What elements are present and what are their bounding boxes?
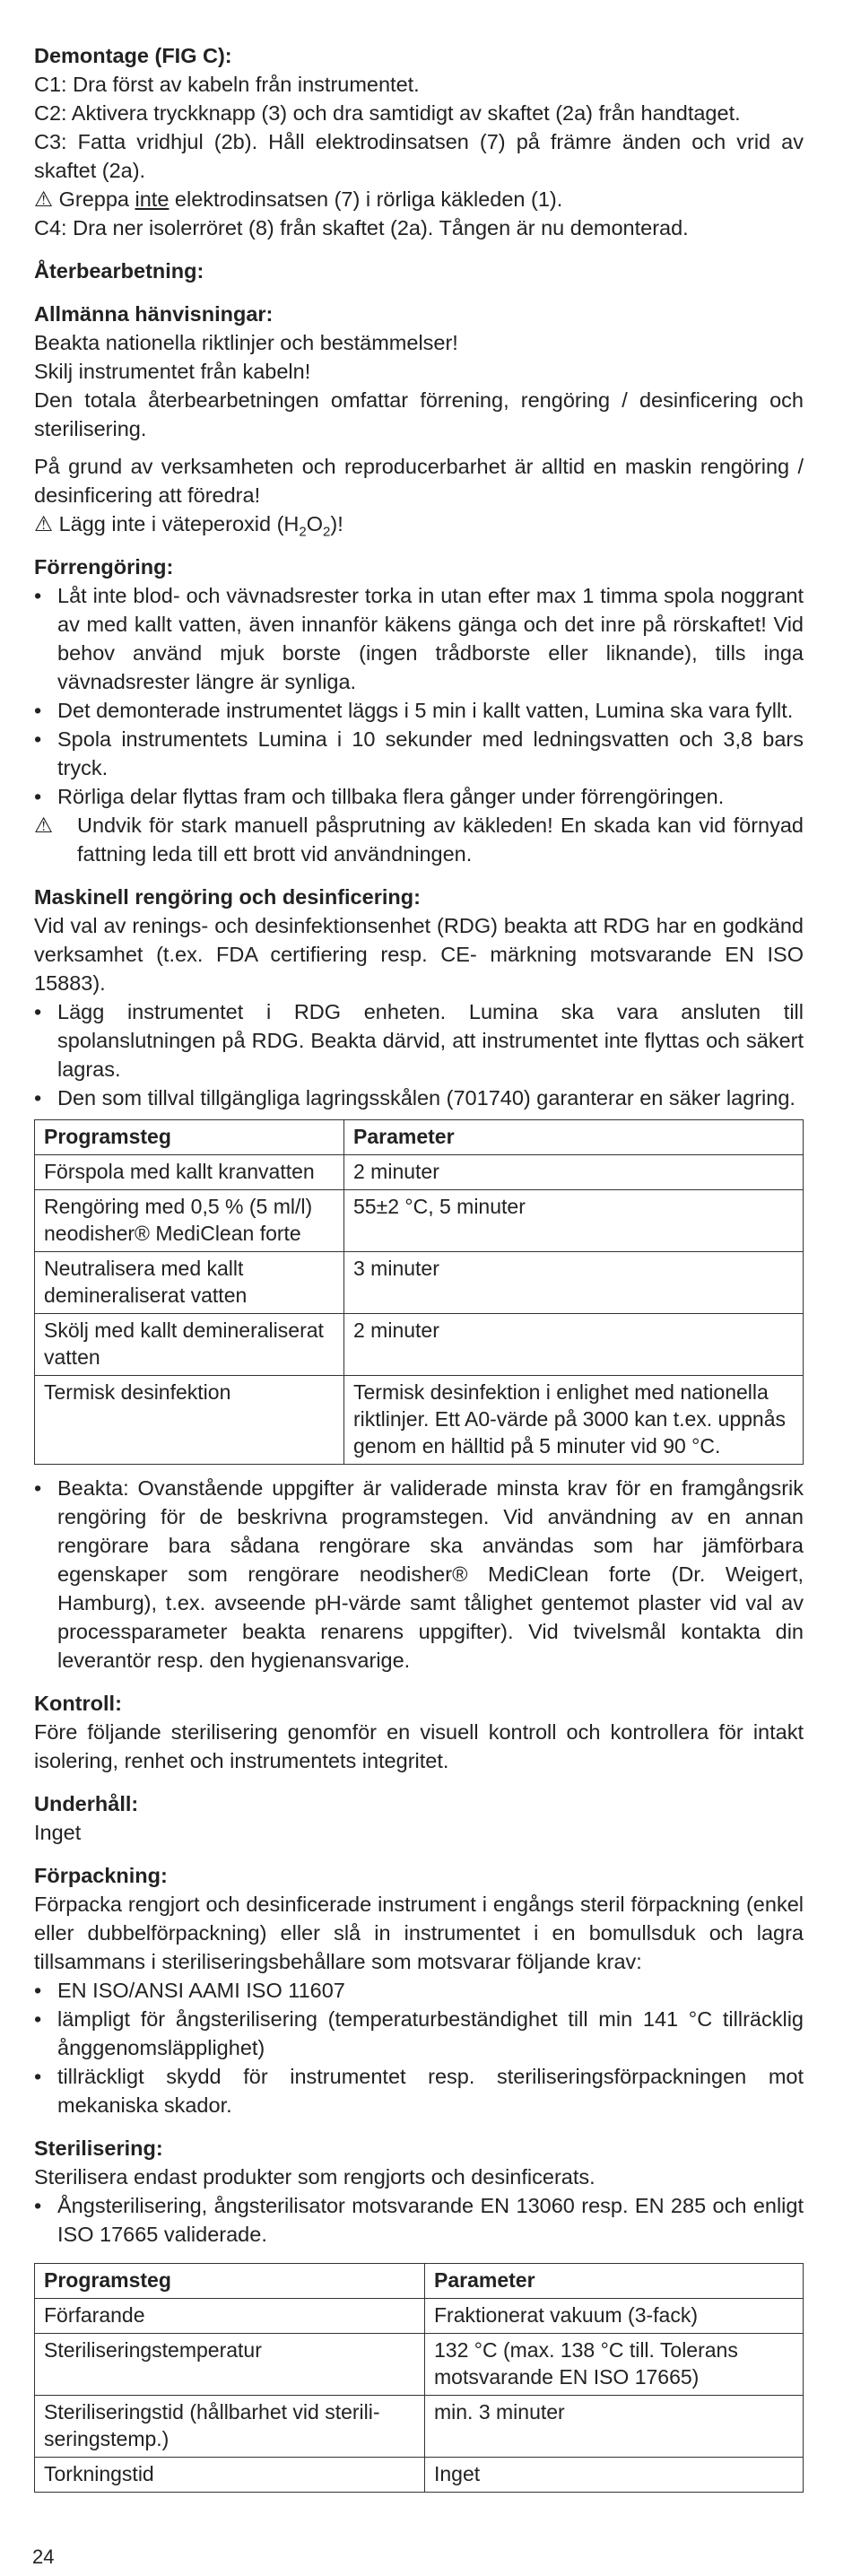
list-item: • Ångsterilisering, ångsterilisator motsvarande EN 13060 resp. EN 285 och enligt ISO 17665 validerade. (34, 2194, 804, 2246)
section-underhall (34, 1789, 804, 1847)
table-row (35, 2458, 804, 2493)
list-item: • Det demonterade instrumentet läggs i 5 min i kallt vatten, Lumina ska vara fyllt. (34, 699, 794, 722)
section-demontage (34, 41, 804, 242)
warning-item: ⚠ Undvik för stark manuell påsprutning av käkleden! En skada kan vid förnyad fattning leda till ett brott vid användningen. (34, 811, 804, 868)
table-cell: Termisk desinfektion i enlighet med nationella riktlinjer. Ett A0-värde på 3000 kan t.ex. uppnås genom en hälltid på 5 minuter vid 90 °C. (344, 1376, 804, 1465)
table-cell: Förspola med kallt kranvatten (35, 1155, 344, 1190)
section-allmanna (34, 300, 804, 538)
section-maskinell (34, 883, 804, 1675)
table-header-row (35, 2264, 804, 2299)
warning-text: ⚠ Lägg inte i väteperoxid (H (34, 512, 300, 535)
bullet-list (34, 997, 804, 1112)
column-header: Parameter (344, 1120, 804, 1155)
program-table-cleaning (34, 1119, 804, 1465)
table-cell: Inget (425, 2458, 804, 2493)
warning-line (34, 185, 804, 213)
section-kontroll (34, 1689, 804, 1775)
table-row (35, 1376, 804, 1465)
list-item: • lämpligt för ångsterilisering (temperaturbeständighet till min 141 °C tillräcklig ånggenomsläpplighet) (34, 2007, 804, 2059)
table-cell: 55±2 °C, 5 minuter (344, 1190, 804, 1252)
column-header: Programsteg (35, 2264, 425, 2299)
section-heading: Förrengöring: (34, 555, 174, 579)
step-line: C1: Dra först av kabeln från instrumentet. (34, 73, 420, 96)
warning-text: elektrodinsatsen (7) i rörliga käkleden (1). (169, 187, 563, 211)
bullet-list (34, 581, 804, 868)
paragraph: Förpacka rengjort och desinficerade instrument i engångs steril förpackning (enkel eller dubbelförpackning) eller slå in instrumentet i en bomullsduk och lagra tillsammans i steriliseringsbehållare som motsvarar följande krav: (34, 1893, 804, 1973)
table-row (35, 1155, 804, 1190)
table-row (35, 2396, 804, 2458)
section-forrengoring (34, 553, 804, 868)
table-cell: Förfarande (35, 2299, 425, 2334)
bullet-list (34, 1976, 804, 2119)
section-heading: Återbearbetning: (34, 259, 204, 283)
table-cell: Skölj med kallt demineraliserat vatten (35, 1314, 344, 1376)
table-cell: Rengöring med 0,5 % (5 ml/l) neodisher® MediClean forte (35, 1190, 344, 1252)
text-line: Den totala återbearbetningen omfattar förrening, rengöring / desinficering och sterilisering. (34, 388, 804, 440)
table-row (35, 1190, 804, 1252)
text-line: På grund av verksamheten och reproducerbarhet är alltid en maskin rengöring / desinficering att föredra! (34, 455, 804, 507)
section-forpackning (34, 1861, 804, 2119)
warning-emphasis: inte (135, 187, 170, 211)
list-item: • Lägg instrumentet i RDG enheten. Lumina ska vara ansluten till spolanslutningen på RDG. Beakta därvid, att instrumentet inte flyttas och säkert lagras. (34, 1000, 804, 1081)
subscript: 2 (323, 524, 331, 540)
table-cell: Fraktionerat vakuum (3-fack) (425, 2299, 804, 2334)
section-heading: Maskinell rengöring och desinficering: (34, 885, 421, 909)
text-line: Beakta nationella riktlinjer och bestämmelser! (34, 331, 458, 354)
table-cell: 132 °C (max. 138 °C till. Tolerans motsvarande EN ISO 17665) (425, 2334, 804, 2396)
warning-text: ⚠ Greppa (34, 187, 135, 211)
section-heading: Underhåll: (34, 1792, 139, 1815)
section-sterilisering (34, 2134, 804, 2493)
section-heading: Kontroll: (34, 1692, 122, 1715)
step-line: C3: Fatta vridhjul (2b). Håll elektrodinsatsen (7) på främre änden och vrid av skaftet (2a). (34, 130, 804, 182)
list-item: • Låt inte blod- och vävnadsrester torka in utan efter max 1 timma spola noggrant av med kallt vatten, även innanför käkens gänga och det inre på rörskaftet! Vid behov använd mjuk borste (ingen trådborste eller liknande), tills inga vävnadsrester längre är synliga. (34, 584, 804, 693)
list-item: • Den som tillval tillgängliga lagringsskålen (701740) garanterar en säker lagring. (34, 1086, 795, 1110)
section-heading: Demontage (FIG C): (34, 44, 232, 67)
table-row (35, 1252, 804, 1314)
table-header-row (35, 1120, 804, 1155)
table-cell: Steriliseringstid (hållbarhet vid sterili-seringstemp.) (35, 2396, 425, 2458)
warning-icon: ⚠ (34, 814, 54, 837)
table-cell: min. 3 minuter (425, 2396, 804, 2458)
section-heading: Allmänna hänvisningar: (34, 302, 274, 326)
step-line: C2: Aktivera tryckknapp (3) och dra samtidigt av skaftet (2a) från handtaget. (34, 101, 741, 125)
paragraph: Inget (34, 1821, 82, 1844)
table-row (35, 1314, 804, 1376)
table-row (35, 2299, 804, 2334)
subscript: 2 (299, 524, 307, 540)
table-cell: Termisk desinfektion (35, 1376, 344, 1465)
paragraph: Sterilisera endast produkter som rengjorts och desinficerats. (34, 2165, 596, 2189)
table-cell: 2 minuter (344, 1155, 804, 1190)
program-table-sterilization (34, 2263, 804, 2493)
text-line: Skilj instrumentet från kabeln! (34, 360, 311, 383)
list-item: • EN ISO/ANSI AAMI ISO 11607 (34, 1979, 345, 2002)
paragraph: Före följande sterilisering genomför en visuell kontroll och kontrollera för intakt isolering, renhet och instrumentets integritet. (34, 1720, 804, 1772)
column-header: Parameter (425, 2264, 804, 2299)
step-line: C4: Dra ner isolerröret (8) från skaftet (2a). Tången är nu demonterad. (34, 216, 689, 239)
table-cell: 2 minuter (344, 1314, 804, 1376)
section-heading: Sterilisering: (34, 2137, 163, 2160)
warning-text: O (306, 512, 324, 535)
table-cell: 3 minuter (344, 1252, 804, 1314)
paragraph: Vid val av renings- och desinfektionsenhet (RDG) beakta att RDG har en godkänd verksamhet (t.ex. FDA certifiering resp. CE- märkning motsvarande EN ISO 15883). (34, 914, 804, 995)
bullet-list (34, 2191, 804, 2249)
warning-text: )! (330, 512, 343, 535)
document-page (34, 41, 804, 2502)
list-item: • Rörliga delar flyttas fram och tillbaka flera gånger under förrengöringen. (34, 785, 725, 808)
section-heading: Förpackning: (34, 1864, 168, 1887)
table-row (35, 2334, 804, 2396)
list-item: • tillräckligt skydd för instrumentet resp. steriliseringsförpackningen mot mekaniska skador. (34, 2065, 804, 2117)
table-cell: Neutralisera med kallt demineraliserat vatten (35, 1252, 344, 1314)
list-item: • Beakta: Ovanstående uppgifter är validerade minsta krav för en framgångsrik rengöring för de beskrivna programstegen. Vid användning av en annan rengörare bara sådana rengörare ska användas som har jämförbara egenskaper som rengörare neodisher® MediClean forte (Dr. Weigert, Hamburg), t.ex. avseende pH-värde samt tålighet gentemot plaster vid val av processparameter beakta renarens uppgifter). Vid tvivelsmål kontakta din leverantör resp. den hygienansvarige. (34, 1476, 804, 1672)
warning-line (34, 509, 804, 538)
table-cell: Steriliseringstemperatur (35, 2334, 425, 2396)
column-header: Programsteg (35, 1120, 344, 1155)
bullet-list (34, 1474, 804, 1675)
page-number: 24 (32, 2546, 55, 2568)
table-cell: Torkningstid (35, 2458, 425, 2493)
list-item: • Spola instrumentets Lumina i 10 sekunder med ledningsvatten och 3,8 bars tryck. (34, 727, 804, 779)
